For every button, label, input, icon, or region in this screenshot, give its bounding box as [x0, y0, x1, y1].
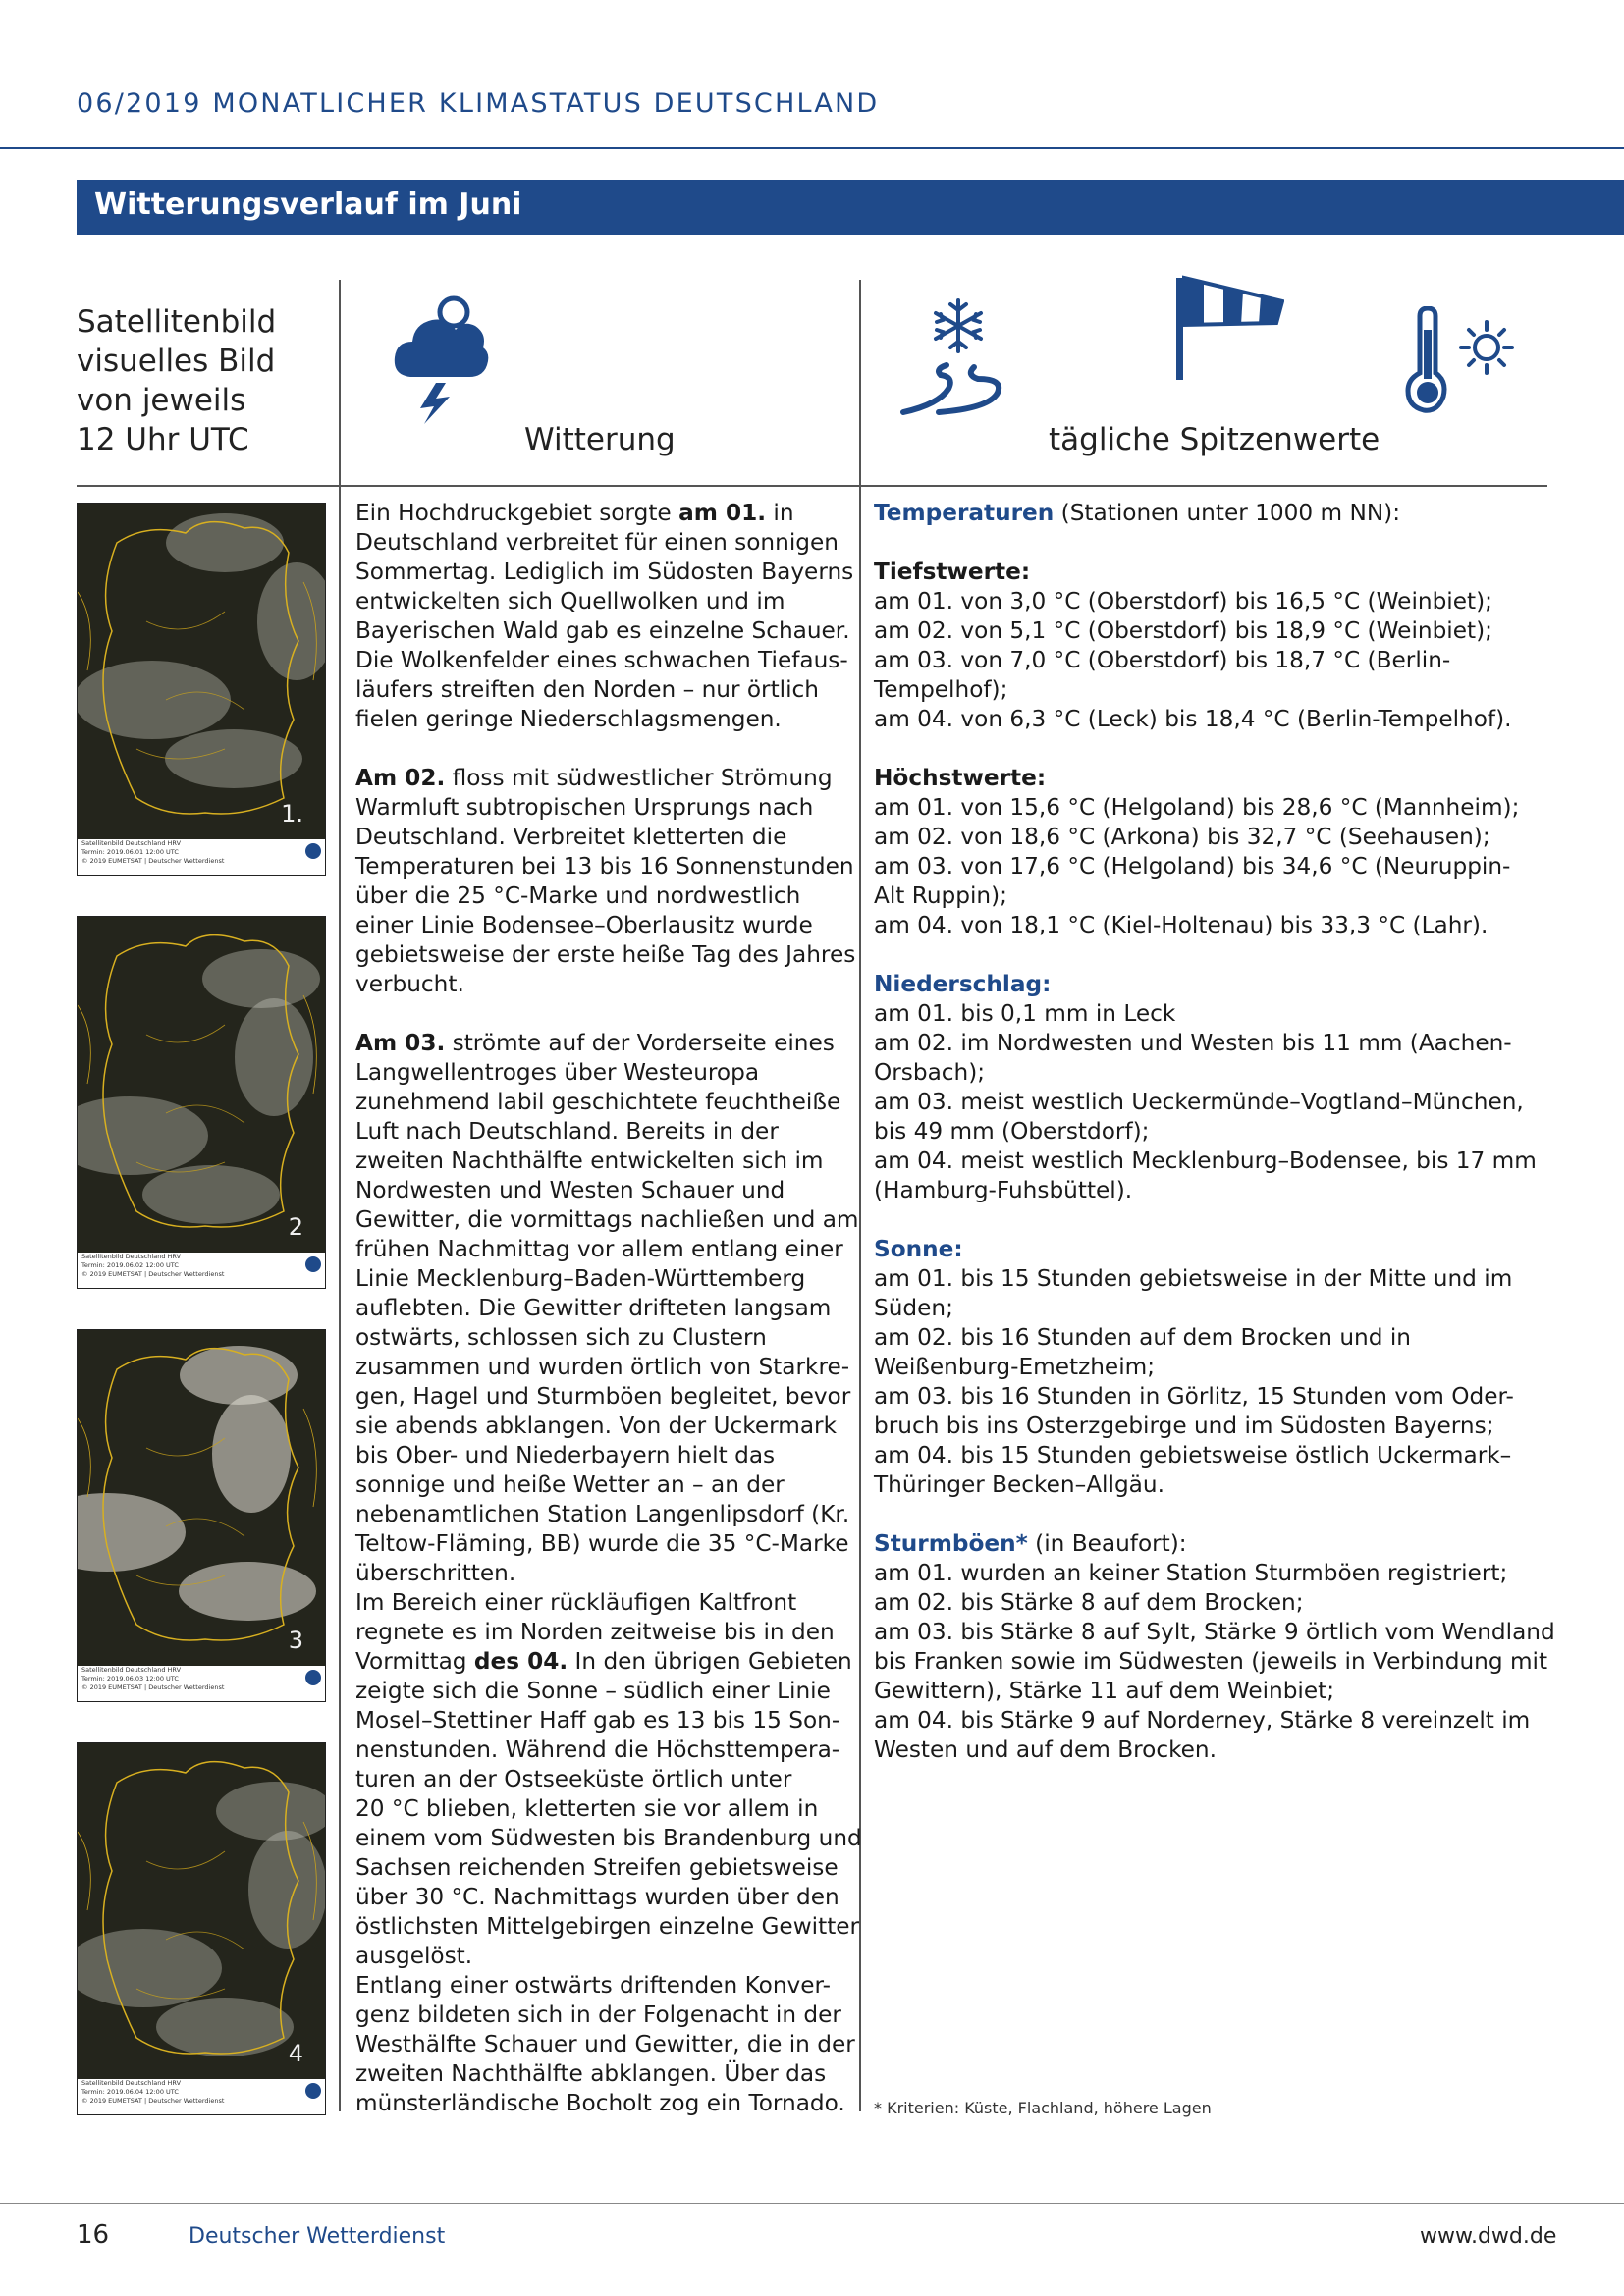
weather-text-line [355, 1117, 851, 1147]
satellite-image [77, 1329, 326, 1702]
weather-text-line [355, 1824, 862, 1853]
satellite-image [77, 503, 326, 876]
peak-text-segment: am 04. von 6,3 °C (Leck) bis 18,4 °C (Berlin-Tempelhof). [874, 706, 1512, 732]
weather-text-segment: genz bildeten sich in der Folgenacht in der [355, 2002, 841, 2028]
weather-text-line [355, 1706, 851, 1735]
weather-text-line [355, 1883, 851, 1912]
peak-text-line [874, 646, 1542, 675]
weather-text-line [355, 911, 851, 940]
peak-text-line [874, 1441, 1542, 1470]
weather-text-segment: Teltow-Fläming, BB) wurde die 35 °C-Marke [355, 1530, 849, 1557]
weather-text-segment: nebenamtlichen Station Langenlipsdorf (Kr. [355, 1501, 850, 1527]
peak-text-segment: (Stationen unter 1000 m NN): [1054, 500, 1401, 526]
peak-text-segment: am 01. von 15,6 °C (Helgoland) bis 28,6 °C (Mannheim); [874, 794, 1520, 821]
weather-text-line [355, 1323, 851, 1353]
dwd-logo-icon [305, 2083, 321, 2099]
weather-text-line [355, 1529, 851, 1559]
peak-text-line [874, 587, 1542, 616]
publisher-name: Deutscher Wetterdienst [189, 2224, 446, 2249]
weather-text-line [355, 2030, 855, 2059]
weather-text-line [355, 852, 854, 881]
weather-text-segment: Am 02. [355, 765, 446, 791]
weather-text-line [355, 1088, 851, 1117]
peak-text-segment: am 04. bis Stärke 9 auf Norderney, Stärke 8 vereinzelt im [874, 1707, 1531, 1734]
peak-text-segment: am 01. bis 0,1 mm in Leck [874, 1000, 1176, 1027]
peak-text-line [874, 852, 1542, 881]
peak-text-segment: am 04. meist westlich Mecklenburg–Bodensee, bis 17 mm [874, 1148, 1537, 1174]
weather-text-line [355, 970, 851, 999]
weather-text-line [355, 1382, 851, 1412]
peak-text-segment: Westen und auf dem Brocken. [874, 1736, 1217, 1763]
peak-text-line [874, 1706, 1542, 1735]
peak-text-segment: am 03. bis 16 Stunden in Görlitz, 15 Stunden vom Oder- [874, 1383, 1514, 1410]
weather-text-segment: Langwellentroges über Westeuropa [355, 1059, 760, 1086]
peak-text-segment: am 04. bis 15 Stunden gebietsweise östlich Uckermark– [874, 1442, 1512, 1468]
satellite-image-number: 2 [288, 1213, 303, 1241]
weather-text-segment: über die 25 °C-Marke und nordwestlich [355, 882, 801, 909]
weather-text-segment: 20 °C blieben, kletterten sie vor allem in [355, 1795, 819, 1822]
weather-text-segment: frühen Nachmittag vor allem entlang einer [355, 1236, 843, 1262]
weather-text-segment: Nordwesten und Westen Schauer und [355, 1177, 785, 1203]
satellite-image-caption [78, 2079, 325, 2114]
peak-text-line [874, 793, 1542, 823]
weather-text-line [355, 1559, 851, 1588]
section-title-bar [77, 180, 1624, 235]
peak-text-segment: Sonne: [874, 1236, 963, 1262]
caption-line: © 2019 EUMETSAT | Deutscher Wetterdienst [81, 1270, 225, 1278]
caption-line: Termin: 2019.06.04 12:00 UTC [81, 2088, 179, 2096]
caption-line: © 2019 EUMETSAT | Deutscher Wetterdienst [81, 857, 225, 865]
weather-text-line [355, 1588, 851, 1618]
peak-text-segment: am 01. von 3,0 °C (Oberstdorf) bis 16,5 °C (Weinbiet); [874, 588, 1492, 614]
caption-line: © 2019 EUMETSAT | Deutscher Wetterdienst [81, 1683, 225, 1691]
peak-text-segment: am 02. von 18,6 °C (Arkona) bis 32,7 °C (Seehausen); [874, 824, 1490, 850]
weather-text-line [355, 646, 851, 675]
weather-text-line [355, 1264, 851, 1294]
caption-line: Termin: 2019.06.02 12:00 UTC [81, 1261, 179, 1269]
header-rule [0, 147, 1624, 149]
caption-line: Termin: 2019.06.03 12:00 UTC [81, 1675, 179, 1682]
weather-text-segment: Am 03. [355, 1030, 446, 1056]
weather-text-line [355, 587, 851, 616]
weather-text-segment: Warmluft subtropischen Ursprungs nach [355, 794, 814, 821]
weather-text-line [355, 1677, 851, 1706]
weather-text-segment: überschritten. [355, 1560, 516, 1586]
peak-text-segment: am 03. bis Stärke 8 auf Sylt, Stärke 9 örtlich vom Wendland [874, 1619, 1555, 1645]
satellite-image [77, 1742, 326, 2115]
peak-text-line [874, 1470, 1542, 1500]
weather-text-line [355, 734, 851, 764]
satellite-image-number: 1. [281, 800, 303, 828]
weather-text-segment: einem vom Südwesten bis Brandenburg und [355, 1825, 862, 1851]
caption-line: Satellitenbild Deutschland HRV [81, 1666, 182, 1674]
weather-text-line [355, 1912, 860, 1942]
peak-text-segment: Thüringer Becken–Allgäu. [874, 1471, 1164, 1498]
weather-text-segment: in [766, 500, 794, 526]
weather-text-segment: gen, Hagel und Sturmböen begleitet, bevor [355, 1383, 851, 1410]
peak-text-line [874, 528, 1542, 558]
weather-text-segment: zeigte sich die Sonne – südlich einer Linie [355, 1678, 831, 1704]
peak-text-segment: Niederschlag: [874, 971, 1052, 997]
weather-text-line [355, 1294, 851, 1323]
peak-text-segment: am 01. wurden an keiner Station Sturmböen registriert; [874, 1560, 1508, 1586]
peak-values-column-label: tägliche Spitzenwerte [1049, 422, 1380, 457]
satellite-image-number: 4 [288, 2040, 303, 2067]
peak-text-segment: Tiefstwerte: [874, 559, 1031, 585]
weather-text-segment: regnete es im Norden zeitweise bis in den [355, 1619, 835, 1645]
weather-text-segment: entwickelten sich Quellwolken und im [355, 588, 785, 614]
weather-text-segment: am 01. [678, 500, 767, 526]
weather-text-line [355, 1176, 851, 1205]
peak-text-segment: bis 49 mm (Oberstdorf); [874, 1118, 1150, 1145]
weather-text-segment: gebietsweise der erste heiße Tag des Jahres [355, 941, 856, 968]
peak-text-line [874, 1529, 1542, 1559]
satellite-column-label [77, 302, 276, 459]
weather-text-line [355, 1412, 851, 1441]
weather-column-label: Witterung [524, 422, 676, 457]
weather-text-line [355, 528, 851, 558]
footnote: * Kriterien: Küste, Flachland, höhere Lagen [874, 2099, 1212, 2117]
peak-text-line [874, 1412, 1542, 1441]
windsock-icon [1174, 272, 1284, 380]
weather-text-segment: zunehmend labil geschichtete feuchtheiße [355, 1089, 841, 1115]
weather-text-segment: sie abends abklangen. Von der Uckermark [355, 1413, 838, 1439]
peak-text-line [874, 1294, 1542, 1323]
weather-text-line [355, 1147, 851, 1176]
weather-text-line [355, 881, 851, 911]
peak-text-line [874, 1618, 1555, 1647]
weather-text-line [355, 499, 851, 528]
peak-text-segment: Höchstwerte: [874, 765, 1047, 791]
snow-ice-icon [899, 296, 1015, 416]
weather-text-line [355, 1853, 851, 1883]
peak-text-line [874, 558, 1542, 587]
peak-text-line [874, 881, 1542, 911]
weather-text-segment: Die Wolkenfelder eines schwachen Tiefaus- [355, 647, 848, 673]
peak-text-line [874, 911, 1542, 940]
weather-text-line [355, 675, 851, 705]
satellite-label-line: Satellitenbild [77, 304, 277, 340]
satellite-map [78, 1743, 325, 2079]
peak-text-segment: bis Franken sowie im Südwesten (jeweils in Verbindung mit [874, 1648, 1548, 1675]
weather-text-segment: Deutschland verbreitet für einen sonnigen [355, 529, 839, 556]
weather-text-line [355, 999, 851, 1029]
weather-text-line [355, 1029, 851, 1058]
weather-text-segment: Im Bereich einer rückläufigen Kaltfront [355, 1589, 797, 1616]
footer-rule [0, 2203, 1624, 2204]
satellite-image-caption [78, 1666, 325, 1701]
peak-text-segment: (in Beaufort): [1027, 1530, 1187, 1557]
peak-text-segment: (Hamburg-Fuhsbüttel). [874, 1177, 1133, 1203]
weather-text-line [355, 1058, 851, 1088]
weather-text-line [355, 940, 856, 970]
weather-text-segment: ausgelöst. [355, 1943, 473, 1969]
weather-text-segment: Westhälfte Schauer und Gewitter, die in der [355, 2031, 855, 2057]
peak-text-line [874, 764, 1542, 793]
peak-text-segment: Alt Ruppin); [874, 882, 1007, 909]
caption-line: Satellitenbild Deutschland HRV [81, 1253, 182, 1260]
weather-text-line [355, 1618, 851, 1647]
weather-text-segment: östlichsten Mittelgebirgen einzelne Gewitter [355, 1913, 860, 1940]
peak-text-segment: am 02. bis Stärke 8 auf dem Brocken; [874, 1589, 1304, 1616]
weather-text-line [355, 558, 854, 587]
thermometer-sun-icon [1402, 306, 1516, 416]
weather-text-line [355, 1441, 851, 1470]
satellite-image-number: 3 [288, 1627, 303, 1654]
peak-text-segment: am 02. im Nordwesten und Westen bis 11 mm (Aachen- [874, 1030, 1512, 1056]
weather-text-segment: zweiten Nachthälfte abklangen. Über das [355, 2060, 827, 2087]
weather-text-line [355, 1942, 851, 1971]
peak-text-line [874, 499, 1542, 528]
peak-text-line [874, 1029, 1542, 1058]
peak-text-line [874, 1264, 1542, 1294]
weather-text-line [355, 1647, 851, 1677]
weather-text-segment: fielen geringe Niederschlagsmengen. [355, 706, 782, 732]
dwd-logo-icon [305, 1670, 321, 1685]
peak-text-line [874, 1735, 1542, 1765]
weather-text-segment: zusammen und wurden örtlich von Starkre- [355, 1354, 850, 1380]
peak-text-line [874, 1058, 1542, 1088]
weather-text-line [355, 1765, 851, 1794]
weather-text-segment: Sachsen reichenden Streifen gebietsweise [355, 1854, 839, 1881]
peak-text-line [874, 1647, 1548, 1677]
weather-text-segment: Gewitter, die vormittags nachließen und am [355, 1206, 859, 1233]
weather-text-line [355, 1235, 851, 1264]
weather-text-line [355, 2089, 851, 2118]
peak-text-segment: bruch bis ins Osterzgebirge und im Südosten Bayerns; [874, 1413, 1494, 1439]
peak-text-line [874, 1147, 1542, 1176]
peak-text-line [874, 940, 1542, 970]
peak-text-segment: am 02. von 5,1 °C (Oberstdorf) bis 18,9 °C (Weinbiet); [874, 617, 1492, 644]
weather-text-line [355, 823, 851, 852]
peak-text-segment: Tempelhof); [874, 676, 1008, 703]
peak-text-line [874, 1205, 1542, 1235]
weather-text-segment: Ein Hochdruckgebiet sorgte [355, 500, 679, 526]
peak-text-segment: Orsbach); [874, 1059, 986, 1086]
header-title: 06/2019 MONATLICHER KLIMASTATUS DEUTSCHLAND [77, 88, 880, 119]
weather-text-segment: einer Linie Bodensee–Oberlausitz wurde [355, 912, 813, 938]
weather-text-line [355, 764, 851, 793]
peak-text-line [874, 1500, 1542, 1529]
peak-text-segment: am 03. von 7,0 °C (Oberstdorf) bis 18,7 °C (Berlin- [874, 647, 1451, 673]
thunderstorm-cloud-icon [391, 291, 491, 424]
peak-text-segment: am 03. meist westlich Ueckermünde–Vogtland–München, [874, 1089, 1524, 1115]
peak-text-line [874, 1677, 1542, 1706]
weather-text-segment: über 30 °C. Nachmittags wurden über den [355, 1884, 839, 1910]
weather-text-segment: des 04. [473, 1648, 568, 1675]
weather-text-line [355, 616, 851, 646]
weather-text-segment: Vormittag [355, 1648, 474, 1675]
dwd-logo-icon [305, 843, 321, 859]
satellite-image-caption [78, 839, 325, 875]
caption-line: Satellitenbild Deutschland HRV [81, 839, 182, 847]
peak-text-segment: am 01. bis 15 Stunden gebietsweise in der Mitte und im [874, 1265, 1513, 1292]
weather-text-segment: verbucht. [355, 971, 464, 997]
weather-text-segment: strömte auf der Vorderseite eines [445, 1030, 835, 1056]
peak-text-line [874, 970, 1542, 999]
weather-text-line [355, 1971, 851, 2001]
satellite-label-line: visuelles Bild [77, 344, 276, 379]
peak-text-line [874, 1323, 1542, 1353]
column-divider-left [339, 280, 341, 2111]
weather-text-line [355, 793, 851, 823]
page-number: 16 [77, 2220, 110, 2250]
peak-text-line [874, 734, 1542, 764]
peak-text-segment: Temperaturen [874, 500, 1055, 526]
peak-text-line [874, 675, 1542, 705]
peak-text-line [874, 1382, 1542, 1412]
satellite-map [78, 504, 325, 839]
weather-text-segment: Sommertag. Lediglich im Südosten Bayerns [355, 559, 854, 585]
weather-text-segment: läufers streiften den Norden – nur örtlich [355, 676, 820, 703]
weather-text-segment: Luft nach Deutschland. Bereits in der [355, 1118, 779, 1145]
weather-text-segment: sonnige und heiße Wetter an – an der [355, 1471, 785, 1498]
weather-text-line [355, 2001, 851, 2030]
weather-text-line [355, 1353, 851, 1382]
weather-text-segment: Linie Mecklenburg–Baden-Württemberg [355, 1265, 806, 1292]
peak-text-line [874, 616, 1542, 646]
peak-text-segment: Sturmböen* [874, 1530, 1028, 1557]
weather-text-segment: auflebten. Die Gewitter drifteten langsam [355, 1295, 832, 1321]
weather-description-text [355, 499, 862, 2118]
weather-text-line [355, 1500, 851, 1529]
weather-text-segment: nenstunden. Während die Höchsttempera- [355, 1736, 840, 1763]
section-title: Witterungsverlauf im Juni [94, 187, 522, 222]
peak-text-line [874, 1176, 1542, 1205]
peak-text-segment: am 02. bis 16 Stunden auf dem Brocken und in [874, 1324, 1411, 1351]
peak-text-segment: Süden; [874, 1295, 953, 1321]
weather-text-segment: bis Ober- und Niederbayern hielt das [355, 1442, 776, 1468]
weather-text-segment: münsterländische Bocholt zog ein Tornado. [355, 2090, 845, 2116]
peak-text-segment: Gewittern), Stärke 11 auf dem Weinbiet; [874, 1678, 1335, 1704]
weather-text-segment: Entlang einer ostwärts driftenden Konver- [355, 1972, 831, 1999]
caption-line: © 2019 EUMETSAT | Deutscher Wetterdienst [81, 2097, 225, 2105]
weather-text-line [355, 1205, 859, 1235]
weather-text-segment: Deutschland. Verbreitet kletterten die [355, 824, 787, 850]
weather-text-segment: Mosel–Stettiner Haff gab es 13 bis 15 Son- [355, 1707, 840, 1734]
satellite-map [78, 917, 325, 1253]
peak-text-line [874, 1559, 1542, 1588]
website-link[interactable]: www.dwd.de [1420, 2224, 1557, 2249]
weather-text-segment: turen an der Ostseeküste örtlich unter [355, 1766, 792, 1792]
weather-text-line [355, 2059, 851, 2089]
caption-line: Termin: 2019.06.01 12:00 UTC [81, 848, 179, 856]
peak-text-segment: Weißenburg-Emetzheim; [874, 1354, 1156, 1380]
peak-text-segment: am 03. von 17,6 °C (Helgoland) bis 34,6 °C (Neuruppin- [874, 853, 1511, 880]
weather-text-segment: floss mit südwestlicher Strömung [445, 765, 833, 791]
peak-text-line [874, 1117, 1542, 1147]
satellite-image-caption [78, 1253, 325, 1288]
satellite-image [77, 916, 326, 1289]
weather-text-segment: Temperaturen bei 13 bis 16 Sonnenstunden [355, 853, 854, 880]
weather-text-line [355, 705, 851, 734]
peak-text-line [874, 1088, 1542, 1117]
caption-line: Satellitenbild Deutschland HRV [81, 2079, 182, 2087]
weather-text-line [355, 1794, 851, 1824]
peak-values-text [874, 499, 1555, 1765]
peak-text-line [874, 1353, 1542, 1382]
dwd-logo-icon [305, 1256, 321, 1272]
peak-text-line [874, 705, 1542, 734]
weather-text-line [355, 1735, 851, 1765]
peak-text-segment: am 04. von 18,1 °C (Kiel-Holtenau) bis 33,3 °C (Lahr). [874, 912, 1489, 938]
weather-text-segment: Bayerischen Wald gab es einzelne Schauer. [355, 617, 850, 644]
weather-text-segment: ostwärts, schlossen sich zu Clustern [355, 1324, 767, 1351]
peak-text-line [874, 999, 1542, 1029]
weather-text-segment: In den übrigen Gebieten [568, 1648, 852, 1675]
peak-text-line [874, 1588, 1542, 1618]
peak-text-line [874, 823, 1542, 852]
peak-text-line [874, 1235, 1542, 1264]
weather-text-line [355, 1470, 851, 1500]
satellite-map [78, 1330, 325, 1666]
satellite-label-line: 12 Uhr UTC [77, 422, 249, 457]
header-row-divider [77, 485, 1547, 487]
weather-text-segment: zweiten Nachthälfte entwickelten sich im [355, 1148, 824, 1174]
satellite-label-line: von jeweils [77, 383, 246, 418]
